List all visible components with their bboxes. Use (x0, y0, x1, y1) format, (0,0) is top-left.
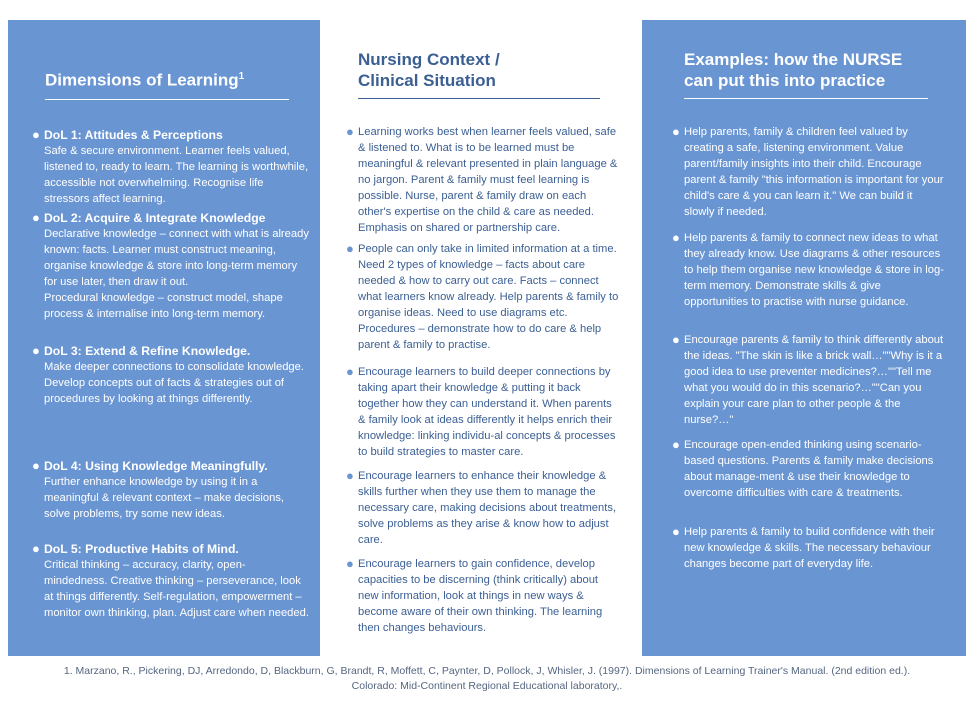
context-text: Encourage learners to build deeper connections by taking apart their knowledge & putting it back together how they can understand it. When parents & family look at ideas differently it helps enrich their knowledge: linking individu-al concepts & processes to build strategies to master care. (358, 366, 616, 458)
title-underline (45, 99, 289, 100)
bullet-icon: ● (32, 541, 40, 556)
bullet-icon: ● (32, 127, 40, 142)
title-underline (684, 98, 928, 99)
dol-title: DoL 5: Productive Habits of Mind. (44, 542, 239, 556)
example-item-2 (672, 230, 946, 310)
context-item-4 (346, 468, 620, 548)
bullet-icon: ● (32, 458, 40, 473)
example-text: Encourage open-ended thinking using scenario-based questions. Parents & family make decisions about manage-ment & use their knowledge to overcome difficulties with care & treatments. (684, 439, 934, 499)
dol-item-5 (32, 541, 309, 621)
column-title-examples: Examples: how the NURSE can put this into practice (684, 50, 903, 90)
context-text: Learning works best when learner feels valued, safe & listened to. What is to be learned must be meaningful & relevant presented in plain language & no jargon. Parent & family must feel learning is possible. Nurse, parent & family draw on each other's expertise on the child & care as needed. Emphasis on shared or partnership care. (358, 126, 618, 234)
dol-title: DoL 2: Acquire & Integrate Knowledge (44, 211, 266, 225)
dol-title: DoL 4: Using Knowledge Meaningfully. (44, 459, 268, 473)
context-text: Encourage learners to gain confidence, develop capacities to be discerning (think critically) about new information, look at things in new ways & become aware of their own thinking. The learning then changes behaviours. (358, 558, 603, 634)
dol-body: Declarative knowledge – connect with what is already known: facts. Learner must construct meaning, organise knowledge & store into long-term memory for use later, then draw it out. (44, 228, 309, 288)
example-text: Help parents, family & children feel valued by creating a safe, listening environment. Value parent/family insights into their child. Encourage parent & family "this information is important for your child's care & you can learn it." We can build it slowly if needed. (684, 126, 944, 218)
bullet-icon: ● (346, 468, 354, 483)
bullet-icon: ● (672, 332, 680, 347)
nurse-examples-column (642, 20, 966, 656)
bullet-icon: ● (32, 343, 40, 358)
bullet-icon: ● (346, 364, 354, 379)
bullet-icon: ● (672, 437, 680, 452)
title-underline (358, 98, 600, 99)
dol-body: Further enhance knowledge by using it in a meaningful & relevant context – make decisions, solve problems, try some new ideas. (44, 476, 285, 520)
bullet-icon: ● (346, 241, 354, 256)
bullet-icon: ● (672, 524, 680, 539)
dol-body: Critical thinking – accuracy, clarity, open-mindedness. Creative thinking – perseverance, look at things differently. Self-regulation, empowerment – monitor own thinking, plan. Adjust care when needed. (44, 559, 309, 619)
context-text: People can only take in limited information at a time. Need 2 types of knowledge – facts about care needed & how to carry out care. Facts – connect what learners know already. Help parents & family to organise ideas. Need to use diagrams etc. Procedures – demonstrate how to do care & help parent & family to practise. (358, 243, 619, 351)
example-item-4 (672, 437, 946, 501)
dol-body-procedural: Procedural knowledge – construct model, shape process & internalise into long-term memory. (44, 292, 283, 320)
example-item-1 (672, 124, 946, 220)
dol-item-3 (32, 343, 309, 407)
reference-footnote (0, 664, 974, 694)
bullet-icon: ● (32, 210, 40, 225)
dimensions-of-learning-column (8, 20, 320, 656)
column-title-dimensions: Dimensions of Learning$^1$ (45, 70, 245, 90)
bullet-icon: ● (346, 556, 354, 571)
context-text: Encourage learners to enhance their knowledge & skills further when they use them to manage the necessary care, making decisions about treatments, solve problems as they arise & know how to adjust care. (358, 470, 617, 546)
context-item-2 (346, 241, 620, 353)
context-item-3 (346, 364, 620, 460)
bullet-icon: ● (672, 124, 680, 139)
dol-title: DoL 3: Extend & Refine Knowledge. (44, 344, 251, 358)
example-item-5 (672, 524, 946, 572)
column-title-nursing-context: Nursing Context / Clinical Situation (358, 50, 500, 90)
example-text: Help parents & family to build confidence with their new knowledge & skills. The necessary behaviour changes become part of everyday life. (684, 526, 935, 570)
dol-body: Make deeper connections to consolidate knowledge. Develop concepts out of facts & strategies out of procedures by looking at things differently. (44, 361, 304, 405)
example-item-3 (672, 332, 946, 428)
example-text: Encourage parents & family to think differently about the ideas. "The skin is like a brick wall…""Why is it a good idea to use preventer medicines?…""Tell me what you would do in this scenario?…""Can you explain your care plan to other people & the nurse?…" (684, 334, 944, 426)
bullet-icon: ● (672, 230, 680, 245)
dol-title: DoL 1: Attitudes & Perceptions (44, 128, 223, 142)
example-text: Help parents & family to connect new ideas to what they already know. Use diagrams & other resources to help them organise new knowledge & store in log-term memory. Demonstrate skills & give opportunities to practise with nurse guidance. (684, 232, 944, 308)
context-item-5 (346, 556, 620, 636)
dol-item-4 (32, 458, 309, 522)
bullet-icon: ● (346, 124, 354, 139)
dol-body: Safe & secure environment. Learner feels valued, listened to, ready to learn. The learning is worthwhile, accessible not overwhelming. Recognise life stressors affect learning. (44, 145, 309, 205)
context-item-1 (346, 124, 620, 236)
footnote-line-1: 1. Marzano, R., Pickering, DJ, Arredondo, D, Blackburn, G, Brandt, R, Moffett, C, Paynter, D, Pollock, J, Whisler, J. (1997). Dimensions of Learning Trainer's Manual. (2nd edition ed.). (63, 665, 911, 677)
footnote-line-2: Colorado: Mid-Continent Regional Educational laboratory,. (351, 680, 623, 692)
dol-item-1 (32, 127, 309, 207)
dol-item-2 (32, 210, 309, 322)
nursing-context-column (320, 20, 642, 656)
